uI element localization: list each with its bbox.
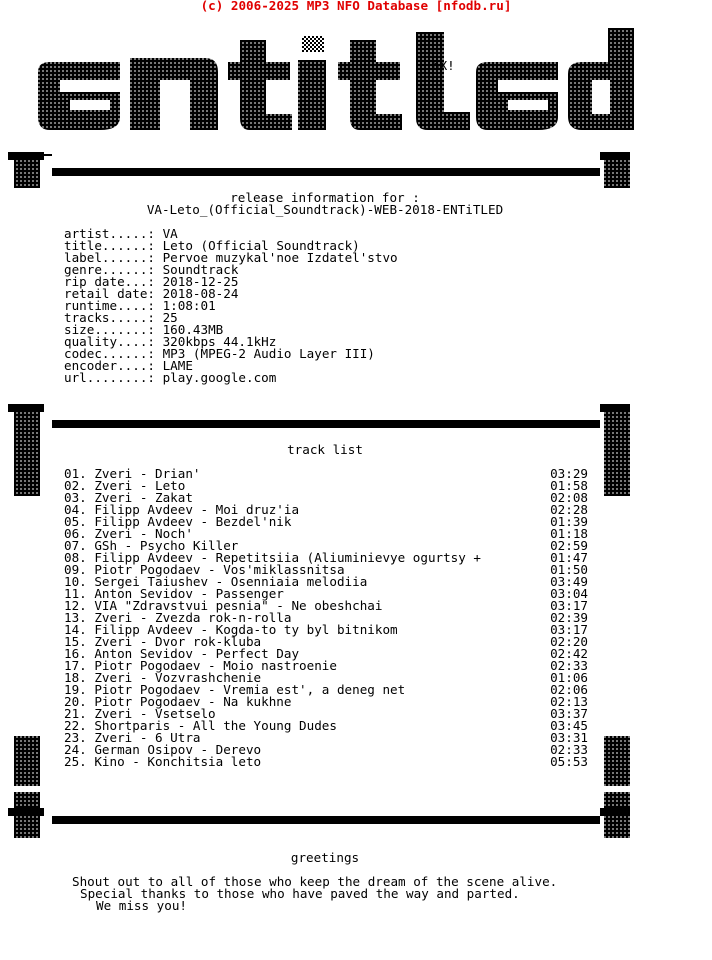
track-list-heading: track list — [287, 442, 363, 457]
track-title: 14. Filipp Avdeev - Kogda-to ty byl bitnikom — [64, 622, 398, 637]
track-list — [64, 468, 588, 768]
track-title: 06. Zveri - Noch' — [64, 526, 193, 541]
info-row-genre: genre......: Soundtrack — [64, 262, 239, 277]
info-row-codec: codec......: MP3 (MPEG-2 Audio Layer III) — [64, 346, 375, 361]
release-name: VA-Leto_(Official_Soundtrack)-WEB-2018-ENTiTLED — [146, 202, 504, 217]
track-title: 18. Zveri - Vozvrashchenie — [64, 670, 262, 685]
track-duration: 03:04 — [550, 586, 588, 601]
track-duration: 02:59 — [550, 538, 588, 553]
info-row-retail-date: retail date: 2018-08-24 — [64, 286, 239, 301]
track-row — [64, 756, 588, 768]
track-duration: 03:49 — [550, 574, 588, 589]
info-row-artist: artist.....: VA — [64, 226, 178, 241]
info-row-title: title......: Leto (Official Soundtrack) — [64, 238, 360, 253]
divider-banner — [0, 400, 712, 436]
entitled-logo — [30, 22, 650, 142]
info-row-size: size.......: 160.43MB — [64, 322, 224, 337]
divider-banner — [0, 792, 712, 838]
track-duration: 02:33 — [550, 742, 588, 757]
track-duration: 02:39 — [550, 610, 588, 625]
track-title: 08. Filipp Avdeev - Repetitsiia (Aliuminievye ogurtsy + — [64, 550, 482, 565]
track-title: 13. Zveri - Zvezda rok-n-rolla — [64, 610, 292, 625]
track-duration: 02:06 — [550, 682, 588, 697]
track-duration: 01:50 — [550, 562, 588, 577]
track-duration: 02:08 — [550, 490, 588, 505]
info-row-label: label......: Pervoe muzykal'noe Izdatel'stvo — [64, 250, 398, 265]
track-duration: 01:39 — [550, 514, 588, 529]
track-title: 04. Filipp Avdeev - Moi druz'ia — [64, 502, 300, 517]
info-row-quality: quality....: 320kbps 44.1kHz — [64, 334, 277, 349]
track-duration: 02:28 — [550, 502, 588, 517]
logo-tag: hX! — [432, 58, 455, 73]
track-duration: 03:45 — [550, 718, 588, 733]
track-duration: 01:47 — [550, 550, 588, 565]
greetings-line-2: Special thanks to those who have paved the way and parted. — [80, 886, 520, 901]
track-title: 16. Anton Sevidov - Perfect Day — [64, 646, 300, 661]
track-duration: 03:17 — [550, 598, 588, 613]
track-duration: 02:42 — [550, 646, 588, 661]
info-row-url: url........: play.google.com — [64, 370, 277, 385]
release-info-heading: release information for : — [230, 190, 420, 205]
track-duration: 01:58 — [550, 478, 588, 493]
track-duration: 03:17 — [550, 622, 588, 637]
info-row-tracks: tracks.....: 25 — [64, 310, 178, 325]
info-row-encoder: encoder....: LAME — [64, 358, 193, 373]
track-title: 10. Sergei Taiushev - Osenniaia melodiia — [64, 574, 368, 589]
track-duration: 01:06 — [550, 670, 588, 685]
track-title: 11. Anton Sevidov - Passenger — [64, 586, 284, 601]
track-title: 19. Piotr Pogodaev - Vremia est', a deneg net — [64, 682, 406, 697]
greetings-heading: greetings — [290, 850, 360, 865]
info-row-rip-date: rip date...: 2018-12-25 — [64, 274, 239, 289]
greetings-line-3: We miss you! — [96, 898, 187, 913]
track-duration: 01:18 — [550, 526, 588, 541]
track-duration: 02:33 — [550, 658, 588, 673]
track-title: 07. GSh - Psycho Killer — [64, 538, 239, 553]
track-duration: 05:53 — [550, 754, 588, 769]
track-duration: 02:13 — [550, 694, 588, 709]
track-title: 02. Zveri - Leto — [64, 478, 186, 493]
track-title: 12. VIA "Zdravstvui pesnia" - Ne obeshchai — [64, 598, 383, 613]
track-title: 01. Zveri - Drian' — [64, 466, 201, 481]
track-title: 15. Zveri - Dvor rok-kluba — [64, 634, 262, 649]
track-title: 24. German Osipov - Derevo — [64, 742, 262, 757]
track-title: 25. Kino - Konchitsia leto — [64, 754, 262, 769]
track-title: 23. Zveri - 6 Utra — [64, 730, 201, 745]
track-title: 03. Zveri - Zakat — [64, 490, 193, 505]
track-title: 20. Piotr Pogodaev - Na kukhne — [64, 694, 292, 709]
track-title: 09. Piotr Pogodaev - Vos'miklassnitsa — [64, 562, 345, 577]
track-title: 17. Piotr Pogodaev - Moio nastroenie — [64, 658, 337, 673]
info-block — [64, 228, 398, 384]
info-row-runtime: runtime....: 1:08:01 — [64, 298, 216, 313]
track-duration: 03:37 — [550, 706, 588, 721]
divider-banner — [0, 148, 712, 188]
greetings-line-1: Shout out to all of those who keep the dream of the scene alive. — [72, 874, 558, 889]
track-title: 21. Zveri - Vsetselo — [64, 706, 216, 721]
track-title: 05. Filipp Avdeev - Bezdel'nik — [64, 514, 292, 529]
track-duration: 03:29 — [550, 466, 588, 481]
track-title: 22. Shortparis - All the Young Dudes — [64, 718, 337, 733]
track-duration: 02:20 — [550, 634, 588, 649]
site-header-link[interactable]: (c) 2006-2025 MP3 NFO Database [nfodb.ru] — [200, 0, 512, 13]
track-duration: 03:31 — [550, 730, 588, 745]
